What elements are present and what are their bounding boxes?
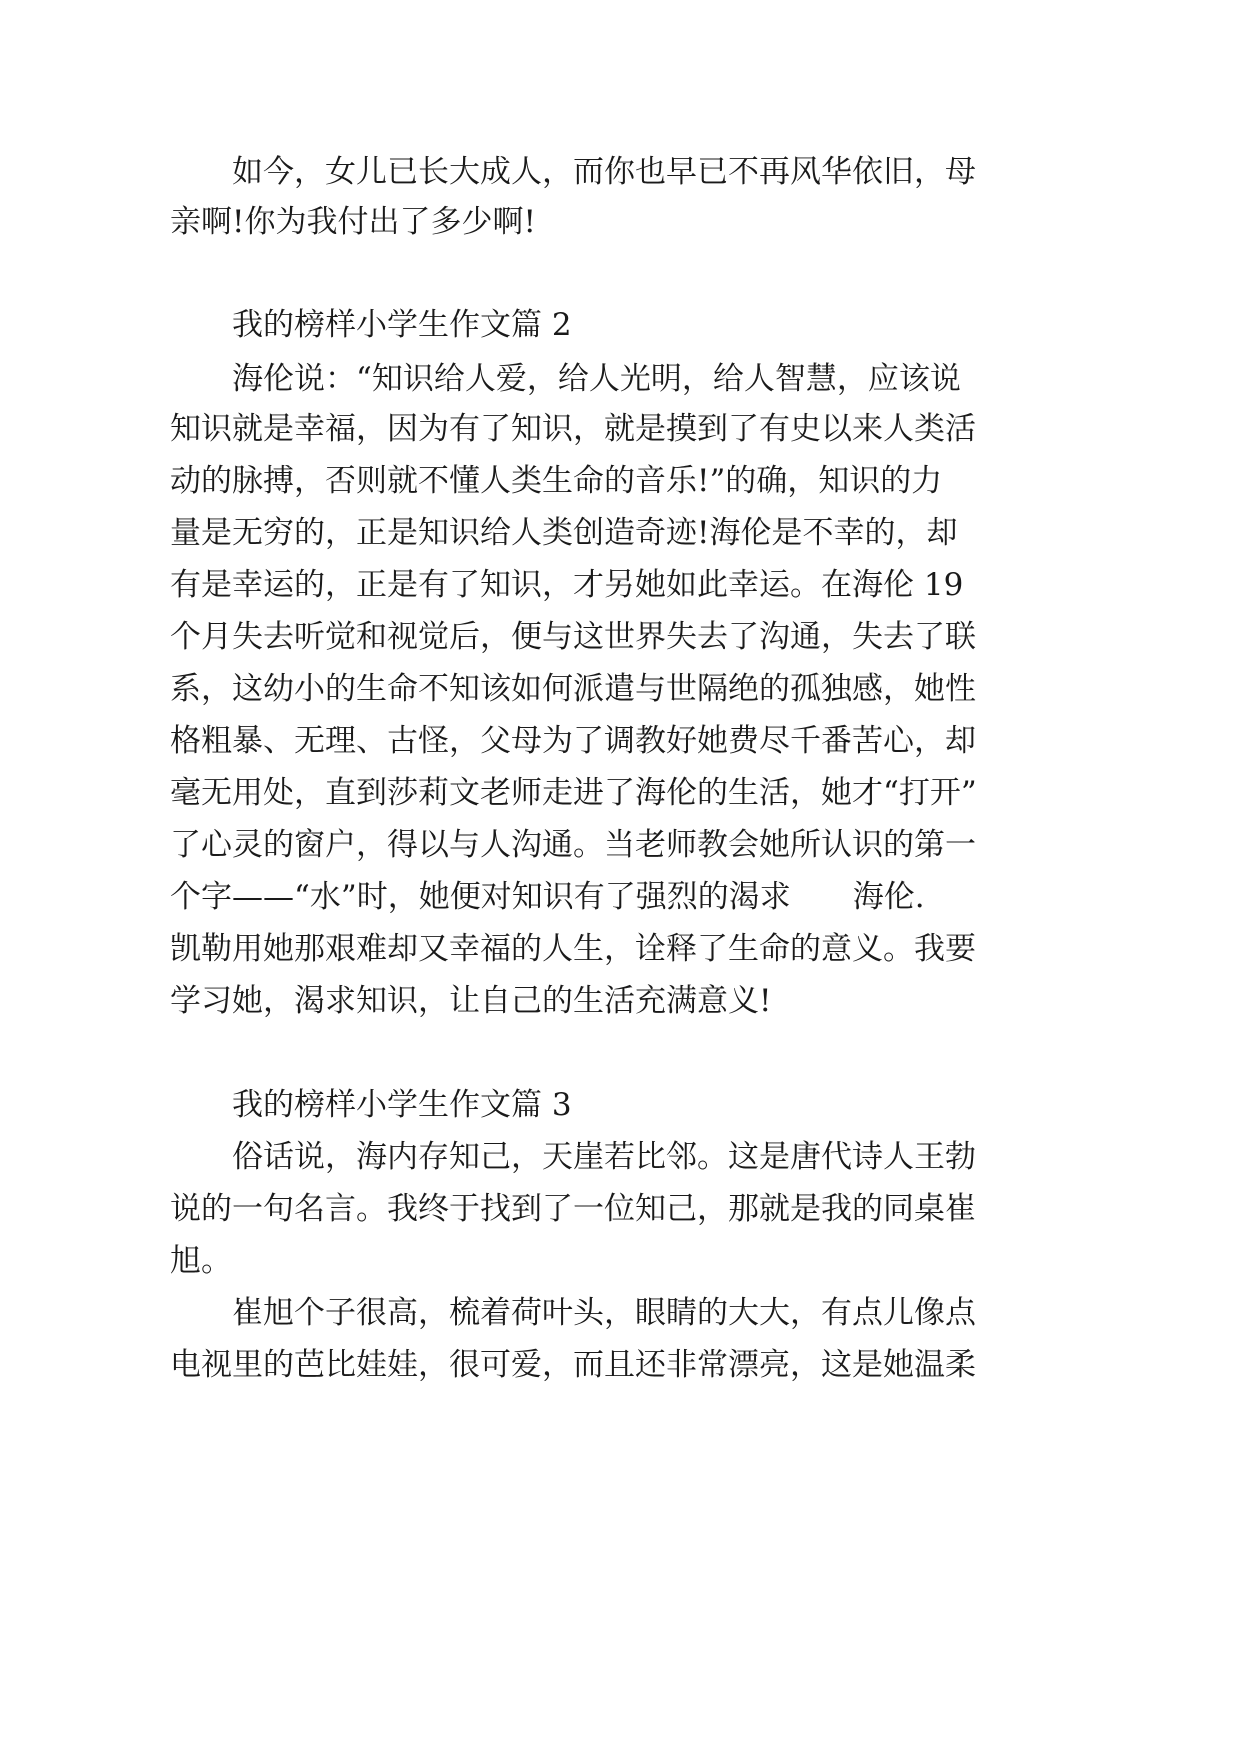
- paragraph-line: 海伦说：“知识给人爱，给人光明，给人智慧，应该说: [232, 361, 961, 397]
- paragraph-line: 俗话说，海内存知己，天崖若比邻。这是唐代诗人王勃: [232, 1139, 976, 1175]
- paragraph-line: 崔旭个子很高，梳着荷叶头，眼睛的大大，有点儿像点: [232, 1295, 976, 1331]
- paragraph-line: 了心灵的窗户，得以与人沟通。当老师教会她所认识的第一: [170, 827, 976, 863]
- paragraph-line: 如今，女儿已长大成人，而你也早已不再风华依旧，母: [232, 154, 976, 190]
- paragraph-line: 知识就是幸福，因为有了知识，就是摸到了有史以来人类活: [170, 411, 976, 447]
- paragraph-line: 旭。: [170, 1243, 232, 1279]
- paragraph-line: 凯勒用她那艰难却又幸福的人生，诠释了生命的意义。我要: [170, 931, 976, 967]
- paragraph-line: 学习她，渴求知识，让自己的生活充满意义!: [170, 983, 772, 1019]
- essay-heading: 我的榜样小学生作文篇 2: [232, 307, 572, 343]
- paragraph-line: 格粗暴、无理、古怪，父母为了调教好她费尽千番苦心，却: [170, 723, 976, 759]
- paragraph-line: 亲啊!你为我付出了多少啊!: [170, 204, 536, 240]
- paragraph-line: 说的一句名言。我终于找到了一位知己，那就是我的同桌崔: [170, 1191, 976, 1227]
- paragraph-line: 系，这幼小的生命不知该如何派遣与世隔绝的孤独感，她性: [170, 671, 976, 707]
- paragraph-line: 有是幸运的，正是有了知识，才另她如此幸运。在海伦 19: [170, 567, 964, 603]
- essay-heading: 我的榜样小学生作文篇 3: [232, 1087, 572, 1123]
- paragraph-line: 动的脉搏，否则就不懂人类生命的音乐!”的确，知识的力: [170, 463, 943, 499]
- paragraph-line: 量是无穷的，正是知识给人类创造奇迹!海伦是不幸的，却: [170, 515, 958, 551]
- paragraph-line: 个月失去听觉和视觉后，便与这世界失去了沟通，失去了联: [170, 619, 976, 655]
- paragraph-line: 个字——“水”时，她便对知识有了强烈的渴求 海伦.: [170, 879, 925, 915]
- paragraph-line: 毫无用处，直到莎莉文老师走进了海伦的生活，她才“打开”: [170, 775, 977, 811]
- paragraph-line: 电视里的芭比娃娃，很可爱，而且还非常漂亮，这是她温柔: [170, 1347, 976, 1383]
